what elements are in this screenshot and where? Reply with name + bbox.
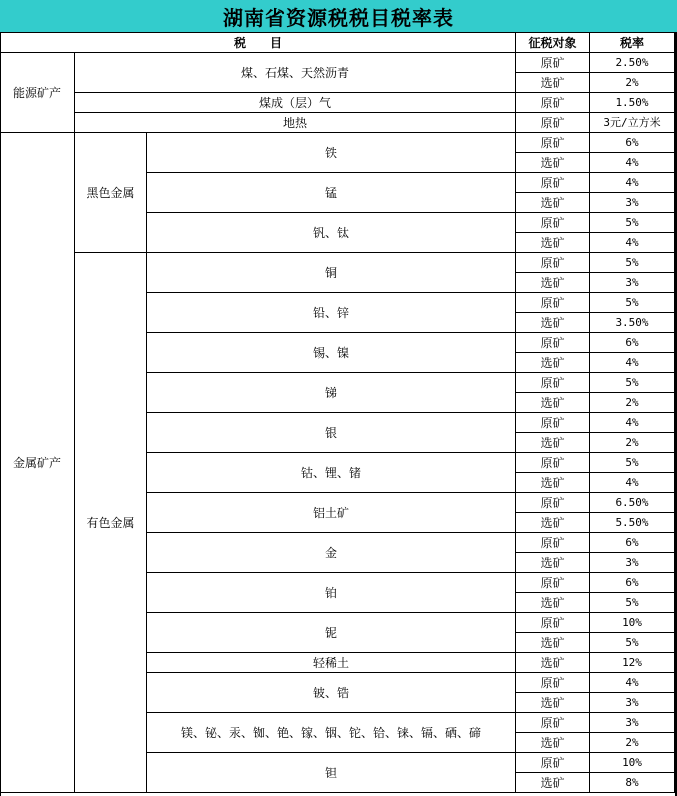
item-name-cell: 钒、钛 — [147, 213, 516, 253]
object-cell: 原矿 — [516, 753, 590, 773]
rate-cell: 3% — [590, 713, 675, 733]
rate-cell: 3.50% — [590, 313, 675, 333]
rate-cell: 4% — [590, 353, 675, 373]
object-cell: 选矿 — [516, 733, 590, 753]
rate-cell: 6% — [590, 333, 675, 353]
object-cell: 原矿 — [516, 133, 590, 153]
item-name-cell: 锑 — [147, 373, 516, 413]
object-cell: 原矿 — [516, 673, 590, 693]
item-name-cell: 铅、锌 — [147, 293, 516, 333]
rate-cell: 3元/立方米 — [590, 113, 675, 133]
item-name-cell: 锡、镍 — [147, 333, 516, 373]
object-cell: 选矿 — [516, 313, 590, 333]
subcategory-nonferrous: 有色金属 — [75, 253, 147, 793]
category-metal: 金属矿产 — [1, 133, 75, 793]
rate-cell: 6% — [590, 573, 675, 593]
item-name-cell: 铍、锆 — [147, 673, 516, 713]
rate-cell: 5.50% — [590, 513, 675, 533]
object-cell: 选矿 — [516, 153, 590, 173]
rate-cell: 3% — [590, 193, 675, 213]
sheet-title: 湖南省资源税税目税率表 — [223, 5, 454, 30]
object-cell: 原矿 — [516, 533, 590, 553]
rate-cell: 12% — [590, 653, 675, 673]
object-cell: 选矿 — [516, 193, 590, 213]
object-cell: 选矿 — [516, 553, 590, 573]
header-object: 征税对象 — [516, 33, 590, 53]
object-cell: 原矿 — [516, 333, 590, 353]
rate-cell: 5% — [590, 373, 675, 393]
rate-cell: 2.50% — [590, 53, 675, 73]
rate-cell: 2% — [590, 733, 675, 753]
object-cell: 选矿 — [516, 693, 590, 713]
item-name-cell: 铁 — [147, 133, 516, 173]
rate-cell: 5% — [590, 453, 675, 473]
object-cell: 选矿 — [516, 773, 590, 793]
title-bar — [0, 0, 677, 33]
object-cell: 原矿 — [516, 253, 590, 273]
item-name-cell: 地热 — [75, 113, 516, 133]
rate-cell: 4% — [590, 173, 675, 193]
item-name-cell: 煤、石煤、天然沥青 — [75, 53, 516, 93]
object-cell: 原矿 — [516, 413, 590, 433]
object-cell: 选矿 — [516, 273, 590, 293]
object-cell: 选矿 — [516, 233, 590, 253]
rate-cell: 6% — [590, 133, 675, 153]
object-cell: 选矿 — [516, 633, 590, 653]
rate-cell: 8% — [590, 773, 675, 793]
rate-cell: 2% — [590, 73, 675, 93]
object-cell: 选矿 — [516, 513, 590, 533]
object-cell: 选矿 — [516, 593, 590, 613]
object-cell: 原矿 — [516, 213, 590, 233]
rate-cell: 4% — [590, 673, 675, 693]
object-cell: 选矿 — [516, 653, 590, 673]
rate-cell: 2% — [590, 433, 675, 453]
rate-cell: 5% — [590, 293, 675, 313]
rate-cell: 4% — [590, 153, 675, 173]
item-name-cell: 镁、铋、汞、铷、铯、镓、铟、铊、铪、铼、镉、硒、碲 — [147, 713, 516, 753]
item-name-cell: 铝土矿 — [147, 493, 516, 533]
object-cell: 原矿 — [516, 613, 590, 633]
header-item: 税 目 — [1, 33, 516, 53]
rate-cell: 4% — [590, 233, 675, 253]
rate-cell: 6% — [590, 533, 675, 553]
object-cell: 原矿 — [516, 453, 590, 473]
object-cell: 原矿 — [516, 713, 590, 733]
object-cell: 选矿 — [516, 353, 590, 373]
rate-cell: 3% — [590, 553, 675, 573]
rate-cell: 6.50% — [590, 493, 675, 513]
rate-cell: 5% — [590, 253, 675, 273]
object-cell: 原矿 — [516, 493, 590, 513]
object-cell: 选矿 — [516, 73, 590, 93]
item-name-cell: 铂 — [147, 573, 516, 613]
item-name-cell: 锰 — [147, 173, 516, 213]
object-cell: 原矿 — [516, 113, 590, 133]
item-name-cell: 轻稀土 — [147, 653, 516, 673]
object-cell: 选矿 — [516, 433, 590, 453]
item-name-cell: 钽 — [147, 753, 516, 793]
rate-cell: 2% — [590, 393, 675, 413]
rate-cell: 10% — [590, 613, 675, 633]
object-cell: 选矿 — [516, 473, 590, 493]
rate-cell: 3% — [590, 693, 675, 713]
rate-cell: 10% — [590, 753, 675, 773]
item-name-cell: 钴、锂、锗 — [147, 453, 516, 493]
rate-cell: 3% — [590, 273, 675, 293]
rate-cell: 5% — [590, 593, 675, 613]
object-cell: 原矿 — [516, 173, 590, 193]
item-name-cell: 铌 — [147, 613, 516, 653]
item-name-cell: 金 — [147, 533, 516, 573]
object-cell: 原矿 — [516, 53, 590, 73]
item-name-cell: 银 — [147, 413, 516, 453]
item-name-cell: 煤成（层）气 — [75, 93, 516, 113]
object-cell: 原矿 — [516, 573, 590, 593]
item-name-cell: 铜 — [147, 253, 516, 293]
rate-cell: 4% — [590, 473, 675, 493]
object-cell: 原矿 — [516, 293, 590, 313]
category-energy: 能源矿产 — [1, 53, 75, 133]
object-cell: 选矿 — [516, 393, 590, 413]
rate-cell: 5% — [590, 213, 675, 233]
header-rate: 税率 — [590, 33, 675, 53]
subcategory-ferrous: 黑色金属 — [75, 133, 147, 253]
rate-cell: 4% — [590, 413, 675, 433]
object-cell: 原矿 — [516, 373, 590, 393]
rate-cell: 5% — [590, 633, 675, 653]
rate-cell: 1.50% — [590, 93, 675, 113]
object-cell: 原矿 — [516, 93, 590, 113]
